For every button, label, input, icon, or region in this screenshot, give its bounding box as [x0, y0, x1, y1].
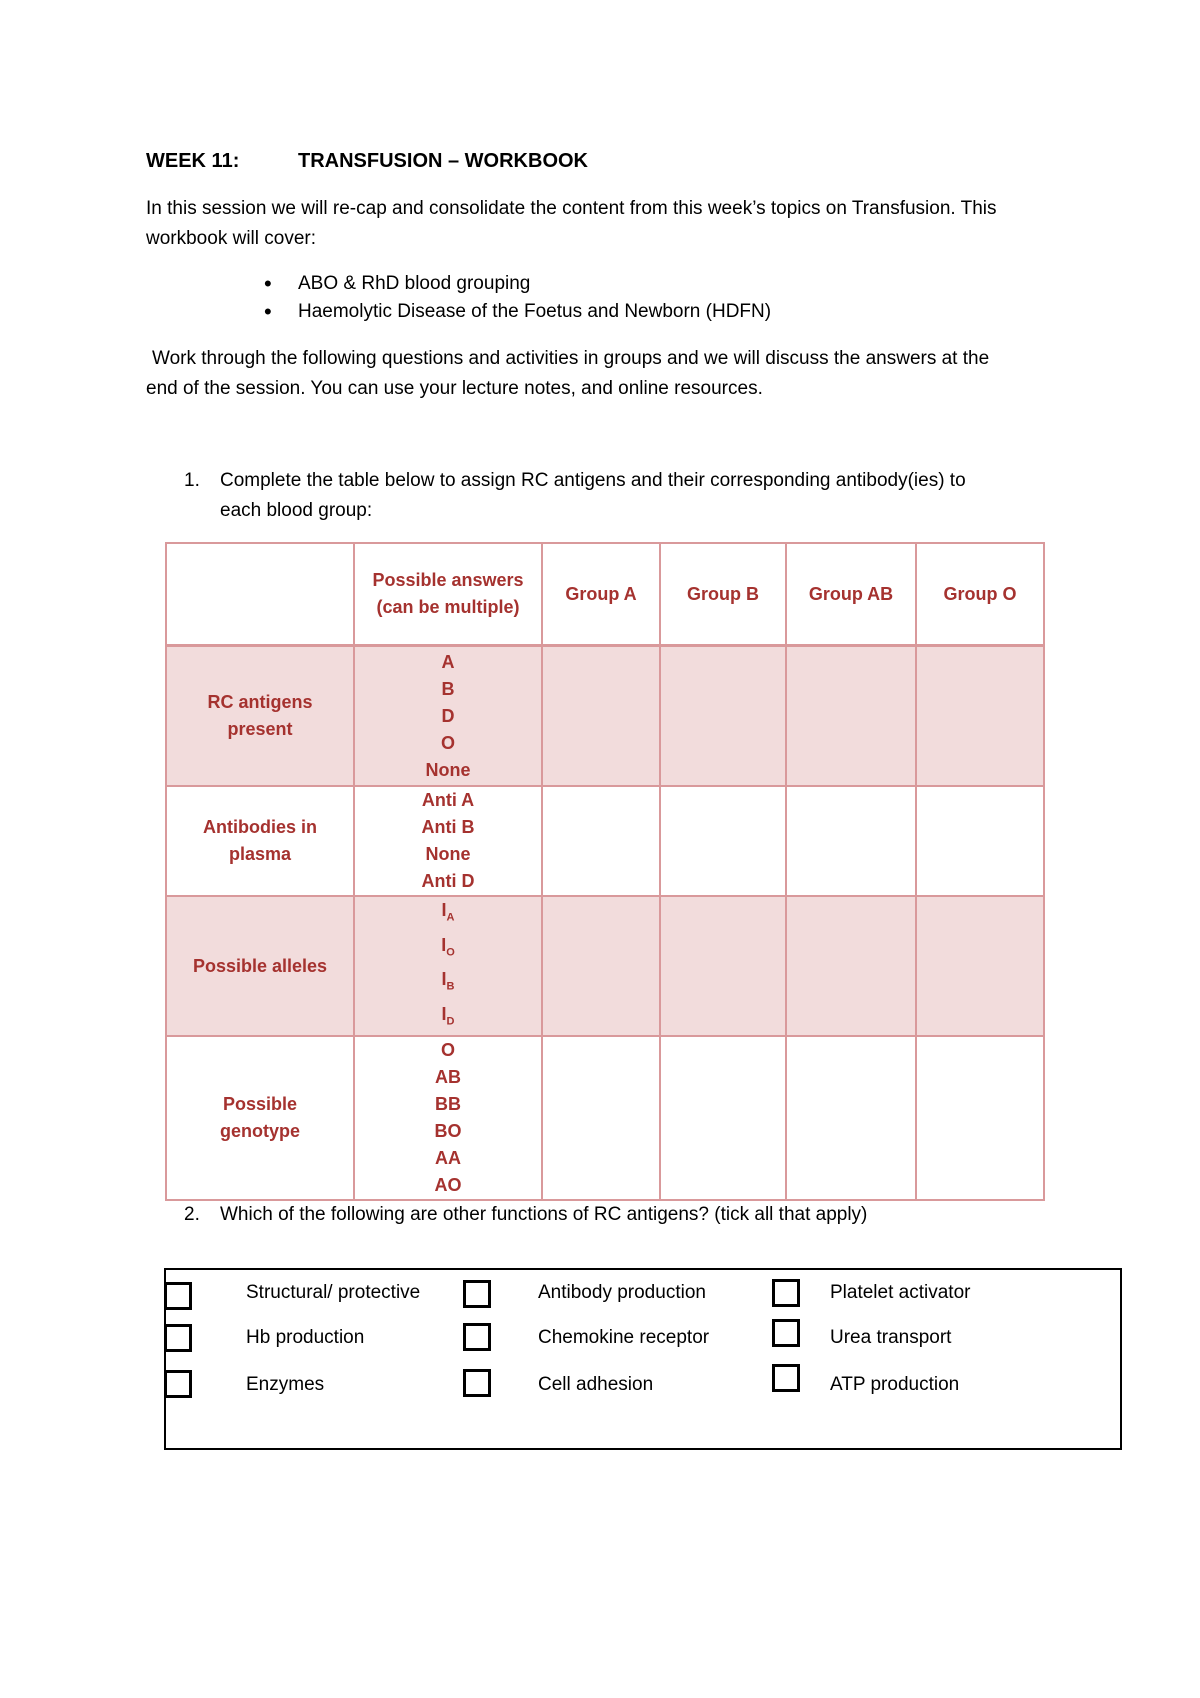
header-group-b: Group B — [660, 543, 786, 646]
instructions-line-2: end of the session. You can use your lecture notes, and online resources. — [146, 378, 763, 399]
genotype-option: BO — [434, 1121, 462, 1142]
question-1-line-1: Complete the table below to assign RC antigens and their corresponding antibody(ies) to — [220, 470, 966, 491]
row-genotype-label — [166, 1036, 354, 1200]
header-possible-answers — [354, 543, 542, 646]
answer-cell-alleles-a[interactable] — [542, 896, 660, 1036]
row-antibodies — [166, 786, 1044, 896]
question-2-text: Which of the following are other functions of RC antigens? (tick all that apply) — [220, 1204, 868, 1225]
genotype-option: AB — [435, 1067, 461, 1088]
genotype-option: AO — [434, 1175, 462, 1196]
checkbox-chemokine[interactable] — [463, 1323, 491, 1351]
header-group-ab: Group AB — [786, 543, 916, 646]
checkbox-urea[interactable] — [772, 1319, 800, 1347]
answer-cell-antigens-ab[interactable] — [786, 646, 916, 787]
topics-list — [264, 270, 771, 326]
answer-cell-genotype-o[interactable] — [916, 1036, 1044, 1200]
answer-cell-antigens-b[interactable] — [660, 646, 786, 787]
row-genotype — [166, 1036, 1044, 1200]
genotype-option: BB — [435, 1094, 461, 1115]
row-alleles-options — [354, 896, 542, 1036]
allele-option: $I_D$ — [441, 1003, 455, 1028]
answer-cell-antibodies-o[interactable] — [916, 786, 1044, 896]
checkbox-atp[interactable] — [772, 1364, 800, 1392]
header-group-o: Group O — [916, 543, 1044, 646]
antibody-option: Anti D — [421, 871, 475, 891]
antigens-label-line-1: RC antigens — [207, 692, 313, 712]
label-adhesion: Cell adhesion — [538, 1374, 654, 1395]
table-header-row — [166, 543, 1044, 646]
topic-item: • Haemolytic Disease of the Foetus and Newborn (HDFN) — [264, 298, 771, 326]
genotype-option: O — [440, 1040, 455, 1061]
label-hb: Hb production — [246, 1327, 365, 1348]
genotype-option: AA — [435, 1148, 461, 1169]
antigen-option: None — [425, 759, 471, 780]
question-1-number: 1. — [184, 470, 200, 491]
checkbox-antibody[interactable] — [463, 1280, 491, 1308]
question-2-number: 2. — [184, 1204, 200, 1225]
answer-cell-alleles-o[interactable] — [916, 896, 1044, 1036]
antigen-option: A — [441, 651, 455, 672]
page-title: TRANSFUSION – WORKBOOK — [298, 150, 588, 172]
checkbox-enzymes[interactable] — [164, 1370, 192, 1398]
week-label: WEEK 11: — [146, 150, 240, 172]
answer-cell-antigens-o[interactable] — [916, 646, 1044, 787]
answer-cell-antibodies-a[interactable] — [542, 786, 660, 896]
antibodies-label-line-2: plasma — [228, 844, 292, 864]
antigens-label-line-2: present — [227, 719, 293, 739]
checkbox-hb[interactable] — [164, 1324, 192, 1352]
checkbox-adhesion[interactable] — [463, 1369, 491, 1397]
antigen-option: B — [441, 678, 455, 699]
question-1-text — [220, 466, 1100, 526]
antibody-option: Anti B — [421, 817, 475, 837]
topic-item: • ABO & RhD blood grouping — [264, 270, 771, 298]
label-antibody: Antibody production — [538, 1282, 706, 1303]
instructions-line-1: Work through the following questions and activities in groups and we will discuss the answers at the — [152, 348, 990, 369]
antibodies-label-line-1: Antibodies in — [203, 817, 317, 837]
genotype-label-line-1: Possible — [222, 1094, 298, 1115]
row-alleles-label: Possible alleles — [166, 896, 354, 1036]
genotype-label-line-2: genotype — [219, 1121, 300, 1142]
label-enzymes: Enzymes — [246, 1374, 325, 1395]
checkbox-platelet[interactable] — [772, 1279, 800, 1307]
answer-cell-genotype-b[interactable] — [660, 1036, 786, 1200]
row-alleles — [166, 896, 1044, 1036]
label-urea: Urea transport — [830, 1327, 952, 1348]
row-antigens-label — [166, 646, 354, 787]
answer-cell-alleles-ab[interactable] — [786, 896, 916, 1036]
answer-cell-antigens-a[interactable] — [542, 646, 660, 787]
allele-option: $I_O$ — [441, 934, 455, 959]
header-group-a: Group A — [542, 543, 660, 646]
answer-cell-antibodies-b[interactable] — [660, 786, 786, 896]
row-antigens-options — [354, 646, 542, 787]
row-antibodies-label — [166, 786, 354, 896]
answer-cell-genotype-a[interactable] — [542, 1036, 660, 1200]
label-atp: ATP production — [830, 1374, 960, 1395]
row-antigens — [166, 646, 1044, 787]
intro-line-2: workbook will cover: — [146, 228, 316, 249]
checkbox-structural[interactable] — [164, 1282, 192, 1310]
instructions-paragraph — [146, 344, 1126, 404]
label-chemokine: Chemokine receptor — [538, 1327, 710, 1348]
antibody-option: None — [425, 844, 471, 864]
label-structural: Structural/ protective — [246, 1282, 421, 1303]
allele-option: $I_B$ — [441, 969, 455, 993]
answer-cell-genotype-ab[interactable] — [786, 1036, 916, 1200]
blood-group-table — [165, 542, 1045, 1201]
answer-cell-alleles-b[interactable] — [660, 896, 786, 1036]
antigen-option: O — [440, 732, 455, 753]
answer-cell-antibodies-ab[interactable] — [786, 786, 916, 896]
row-antibodies-options — [354, 786, 542, 896]
question-1-line-2: each blood group: — [220, 500, 373, 521]
intro-paragraph — [146, 194, 1106, 254]
header-possible-line-1: Possible answers — [372, 570, 524, 590]
label-platelet: Platelet activator — [830, 1282, 971, 1303]
antigen-option: D — [441, 705, 455, 726]
header-possible-line-2: (can be multiple) — [376, 597, 520, 617]
allele-option: $I_A$ — [441, 900, 455, 924]
intro-line-1: In this session we will re-cap and consolidate the content from this week’s topics on Transfusion. This — [146, 198, 997, 219]
header-empty-cell — [166, 543, 354, 646]
row-genotype-options — [354, 1036, 542, 1200]
antibody-option: Anti A — [421, 790, 475, 810]
